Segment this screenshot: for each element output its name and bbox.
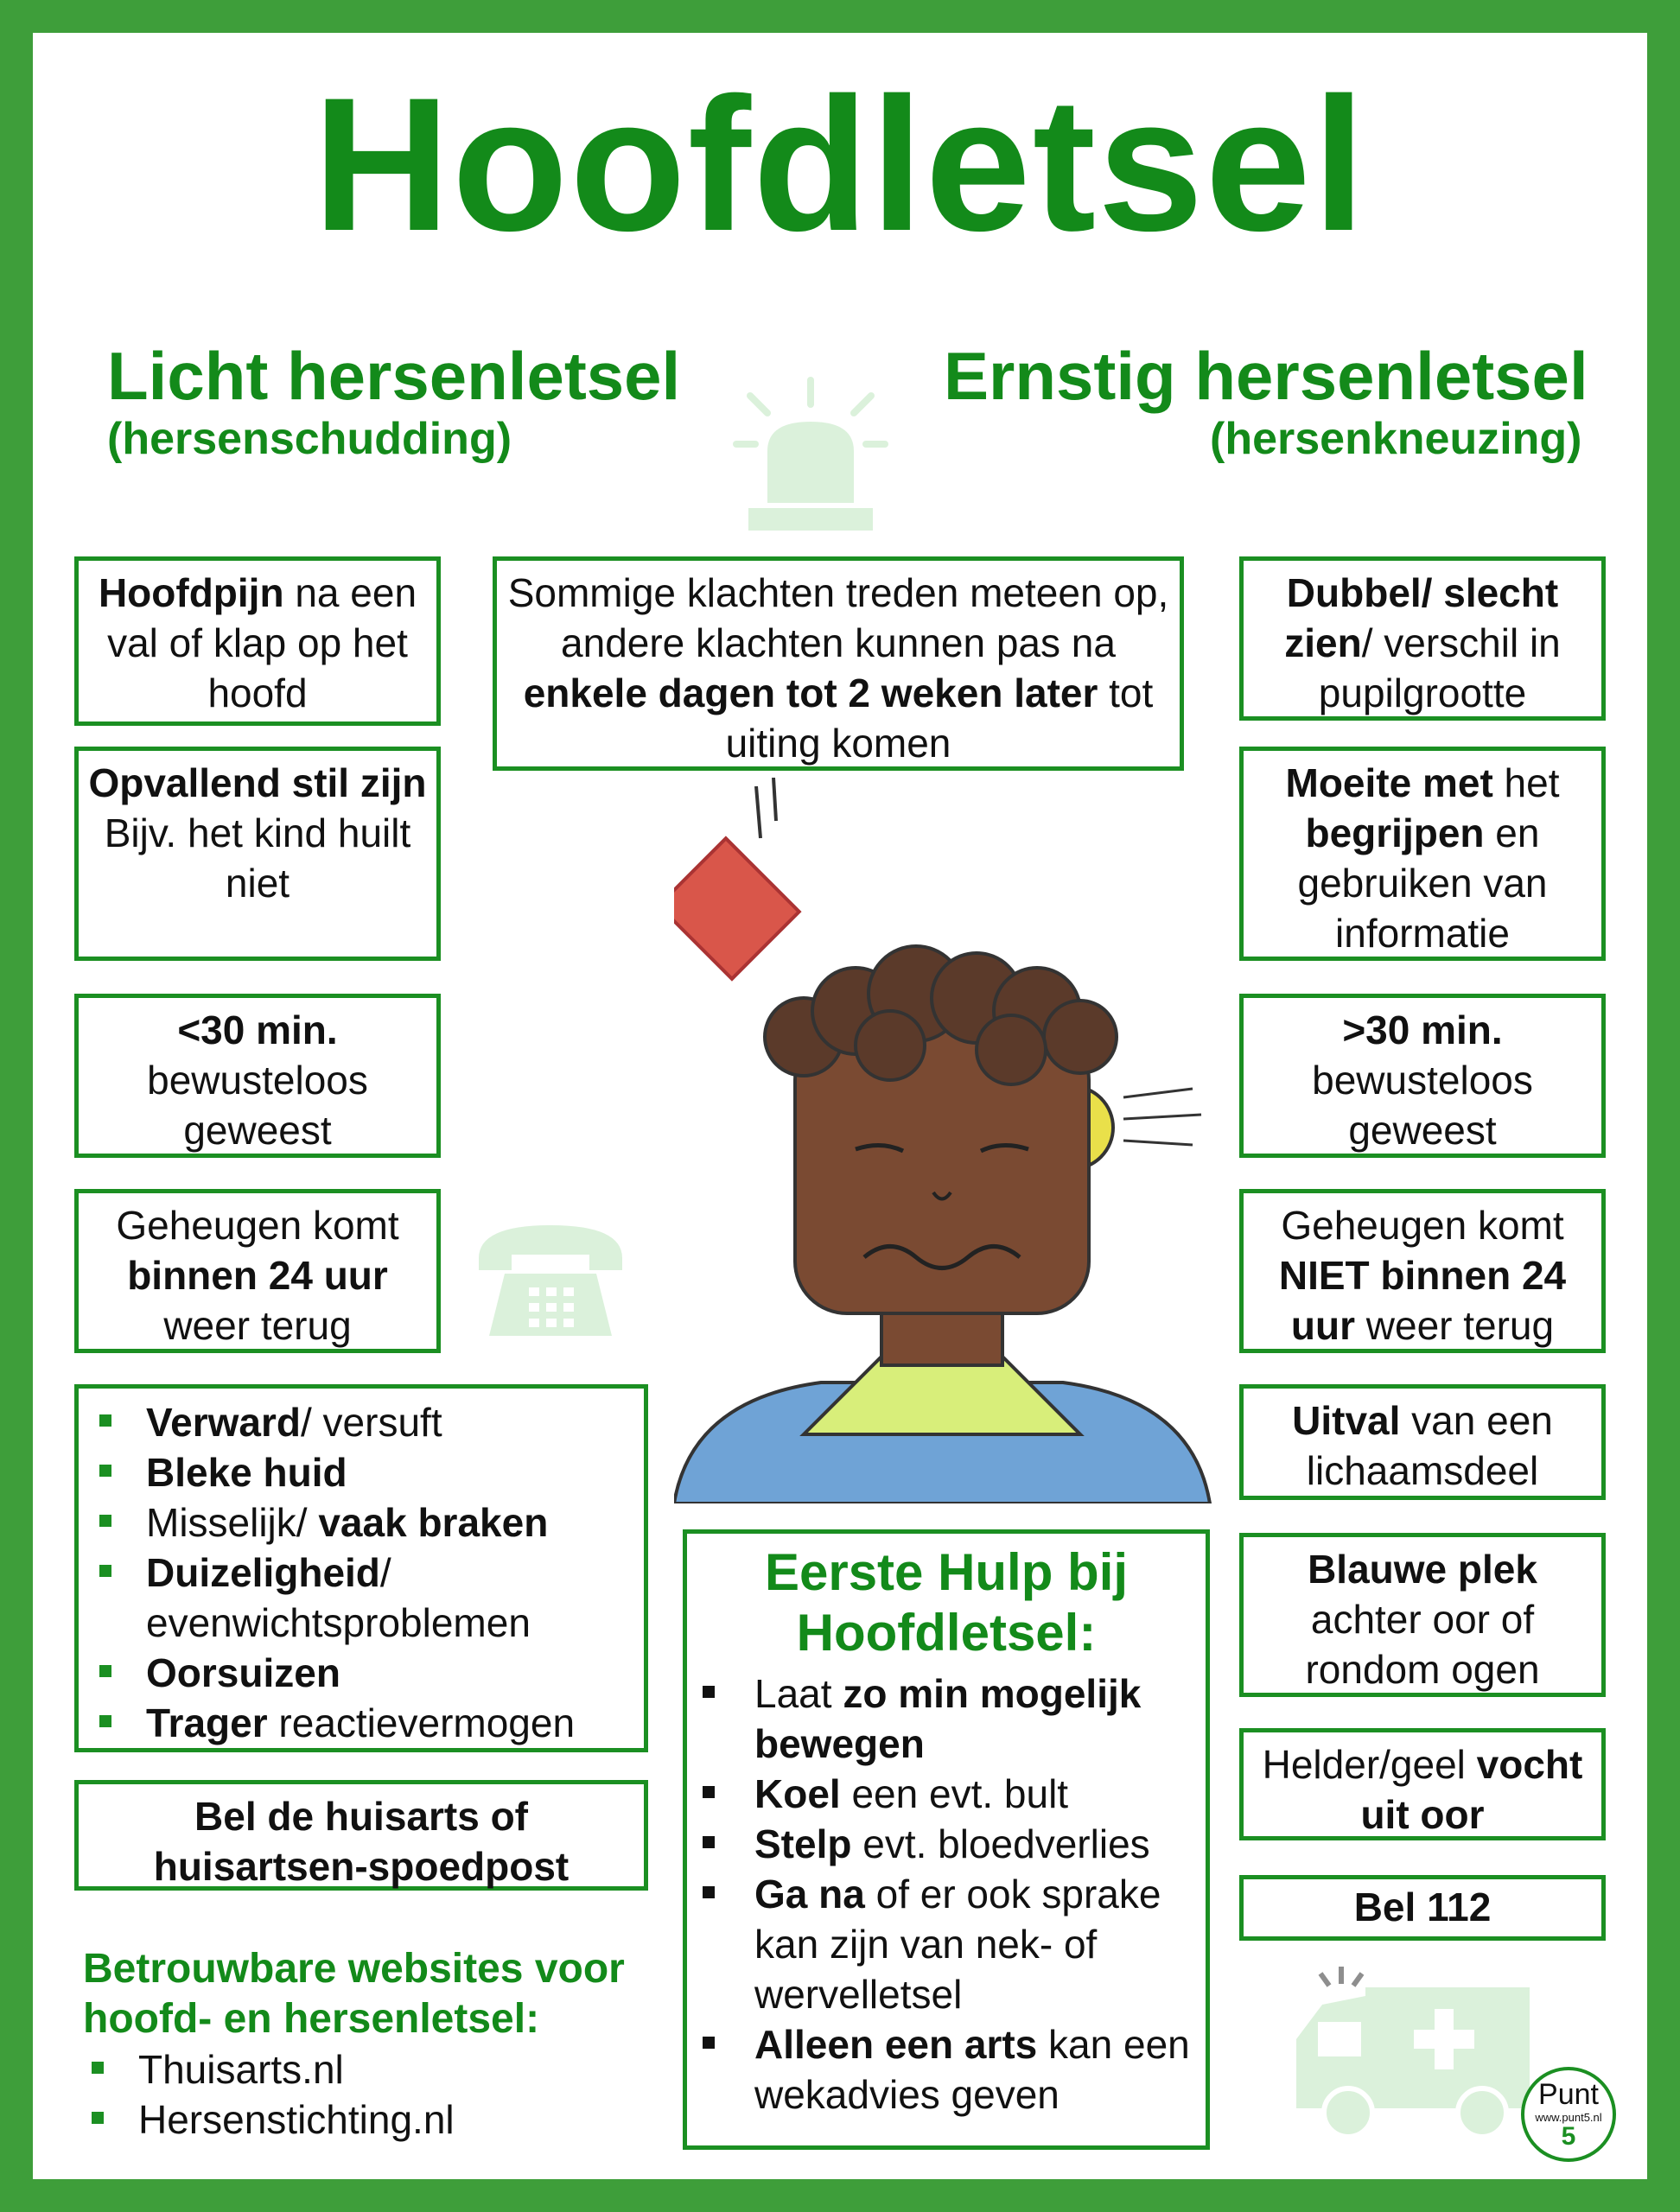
first-aid-item: Koel een evt. bult [699, 1769, 1193, 1819]
bruise-box: Blauwe plek achter oor of rondom ogen [1239, 1533, 1606, 1697]
website-link[interactable]: Hersenstichting.nl [83, 2094, 455, 2145]
punt5-logo [1521, 2067, 1616, 2162]
headache-bold: Hoofdpijn [98, 570, 284, 615]
logo-url: www.punt5.nl [1535, 2111, 1602, 2124]
falling-tile-icon [674, 778, 799, 979]
limb-loss-box: Uitval van een lichaamsdeel [1239, 1384, 1606, 1500]
logo-digit: 5 [1561, 2122, 1576, 2151]
ear-fluid-box: Helder/geel vocht uit oor [1239, 1728, 1606, 1840]
left-subheading: (hersenschudding) [107, 414, 512, 464]
symptoms-list [91, 1397, 632, 1748]
symptom-item: Bleke huid [91, 1447, 632, 1497]
symptom-item: Duizeligheid/ evenwichtsproblemen [91, 1548, 632, 1648]
logo-text: Punt [1538, 2078, 1599, 2111]
symptom-item: Misselijk/ vaak braken [91, 1497, 632, 1548]
call-gp-box [74, 1780, 648, 1891]
first-aid-item: Stelp evt. bloedverlies [699, 1819, 1193, 1869]
injured-child-illustration [674, 778, 1227, 1503]
unconscious-long-box: >30 min. bewusteloos geweest [1239, 994, 1606, 1158]
first-aid-item: Ga na of er ook sprake kan zijn van nek- of wervelletsel [699, 1869, 1193, 2019]
symptom-item: Oorsuizen [91, 1648, 632, 1698]
headache-box [74, 556, 441, 726]
phone-icon [474, 1220, 627, 1341]
memory-not-return-box: Geheugen komt NIET binnen 24 uur weer terug [1239, 1189, 1606, 1353]
unconscious-short-text: bewusteloos geweest [147, 1058, 368, 1153]
unconscious-short-box [74, 994, 441, 1158]
delayed-symptoms-note: Sommige klachten treden meteen op, andere klachten kunnen pas na enkele dagen tot 2 weken later tot uiting komen [493, 556, 1184, 771]
left-heading: Licht hersenletsel [107, 338, 681, 414]
websites-list [83, 2044, 455, 2145]
first-aid-item: Laat zo min mogelijk bewegen [699, 1669, 1193, 1769]
quiet-text: Bijv. het kind huilt niet [104, 810, 411, 906]
unconscious-short-bold: <30 min. [177, 1007, 338, 1052]
memory-bold: binnen 24 uur [127, 1253, 388, 1298]
symptom-item: Verward/ versuft [91, 1397, 632, 1447]
understanding-box: Moeite met het begrijpen en gebruiken van informatie [1239, 747, 1606, 961]
right-subheading: (hersenkneuzing) [1210, 414, 1582, 464]
call-112-box: Bel 112 [1239, 1875, 1606, 1941]
websites-heading: Betrouwbare websites voor hoofd- en hersenletsel: [83, 1946, 625, 2042]
memory-return-box [74, 1189, 441, 1353]
call-gp-text: Bel de huisarts of huisartsen-spoedpost [153, 1794, 570, 1889]
memory-text-2: weer terug [163, 1303, 352, 1348]
quiet-bold: Opvallend stil zijn [88, 760, 427, 805]
headache-text: na een val of klap op het hoofd [107, 570, 417, 715]
memory-text-1: Geheugen komt [116, 1203, 399, 1248]
first-aid-list [699, 1669, 1193, 2120]
first-aid-item: Alleen een arts kan een wekadvies geven [699, 2019, 1193, 2120]
symptom-item: Trager reactievermogen [91, 1698, 632, 1748]
website-link[interactable]: Thuisarts.nl [83, 2044, 455, 2094]
page-title: Hoofdletsel [313, 58, 1367, 270]
right-heading: Ernstig hersenletsel [944, 338, 1588, 414]
first-aid-box [683, 1529, 1210, 2150]
vision-box: Dubbel/ slecht zien/ verschil in pupilgrootte [1239, 556, 1606, 721]
symptoms-box [74, 1384, 648, 1752]
ambulance-icon [1288, 1961, 1556, 2143]
quiet-box [74, 747, 441, 961]
first-aid-heading: Eerste Hulp bij Hoofdletsel: [764, 1543, 1129, 1662]
siren-icon [733, 373, 888, 537]
